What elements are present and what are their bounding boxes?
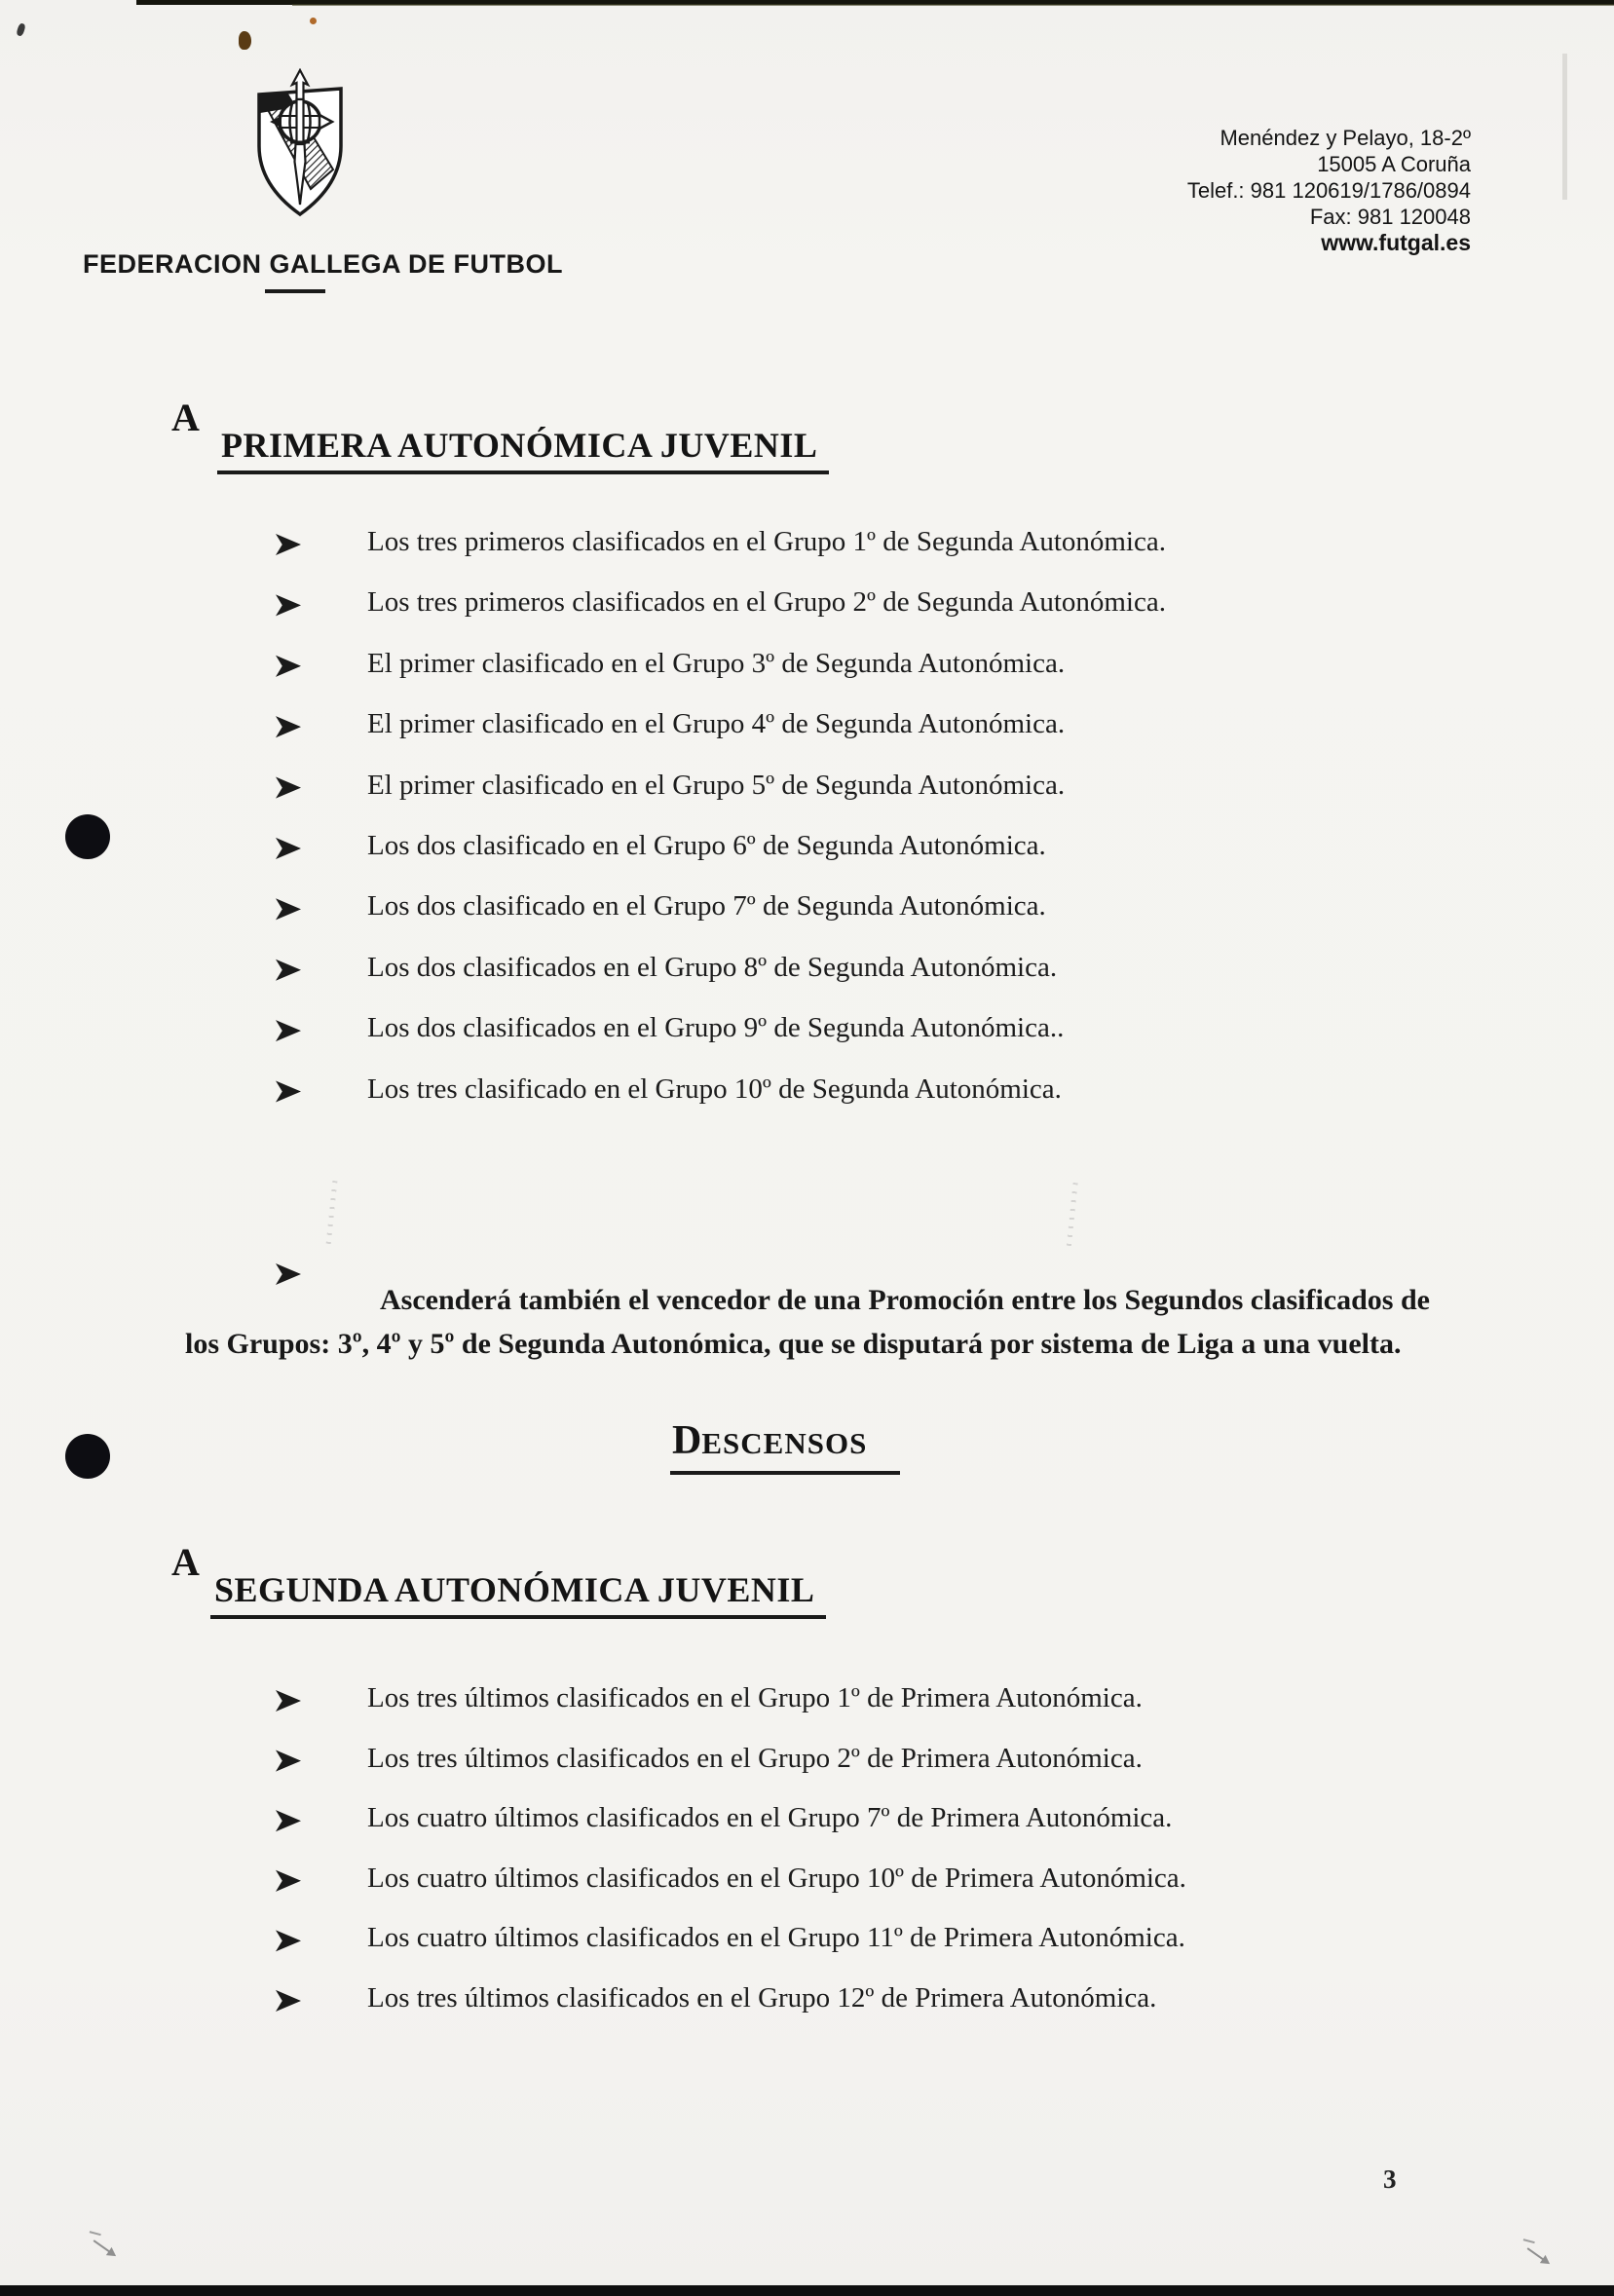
page-number: 3 xyxy=(1383,2164,1397,2194)
right-arrow-bullet-icon xyxy=(276,776,301,800)
list-item-text: Los dos clasificados en el Grupo 9º de Segunda Autonómica.. xyxy=(367,1012,1065,1044)
list-item-text: Los tres primeros clasificados en el Grupo 2º de Segunda Autonómica. xyxy=(367,586,1166,619)
list-item-text: El primer clasificado en el Grupo 4º de Segunda Autonómica. xyxy=(367,708,1066,740)
list-item-text: Los dos clasificado en el Grupo 6º de Segunda Autonómica. xyxy=(367,829,1046,861)
list-item-text: Los tres últimos clasificados en el Grupo 12º de Primera Autonómica. xyxy=(367,1981,1157,2014)
right-arrow-bullet-icon xyxy=(276,897,301,921)
right-arrow-bullet-icon xyxy=(276,1989,301,2013)
ink-speck xyxy=(310,18,317,24)
descensos-heading-rest: ESCENSOS xyxy=(701,1426,868,1460)
ink-speck xyxy=(239,31,251,50)
address-city: 15005 A Coruña xyxy=(1317,152,1471,176)
list-item xyxy=(276,1682,1406,1743)
list-item-text: Los cuatro últimos clasificados en el Grupo 11º de Primera Autonómica. xyxy=(367,1922,1185,1954)
right-arrow-bullet-icon xyxy=(276,655,301,678)
section-title-segunda-autonomica: SEGUNDA AUTONÓMICA JUVENIL xyxy=(210,1569,826,1619)
right-arrow-bullet-icon xyxy=(276,715,301,738)
promotion-note: Ascenderá también el vencedor de una Promoción entre los Segundos clasificados de los Grupos: 3º, 4º y 5º de Segunda Autonómica, que se disputará por sistema de Liga a una vuelta. xyxy=(185,1284,1430,1360)
list-item xyxy=(276,770,1406,830)
list-item-text: Los cuatro últimos clasificados en el Grupo 7º de Primera Autonómica. xyxy=(367,1802,1173,1834)
right-arrow-bullet-icon xyxy=(276,1689,301,1713)
descensos-heading xyxy=(670,1417,900,1475)
pencil-mark xyxy=(1527,2247,1548,2262)
list-item xyxy=(276,1802,1406,1863)
organization-name: FEDERACION GALLEGA DE FUTBOL xyxy=(83,249,563,279)
ink-speck xyxy=(16,22,26,37)
scan-top-edge-tint xyxy=(292,4,1614,6)
list-item-text: Los tres primeros clasificados en el Grupo 1º de Segunda Autonómica. xyxy=(367,526,1166,557)
list-item xyxy=(276,648,1406,708)
right-arrow-bullet-icon xyxy=(276,1019,301,1042)
address-phone: Telef.: 981 120619/1786/0894 xyxy=(1186,178,1471,203)
right-arrow-bullet-icon xyxy=(276,1809,301,1832)
right-arrow-bullet-icon xyxy=(276,593,301,617)
organization-underline xyxy=(265,289,325,293)
website-url: www.futgal.es xyxy=(1321,230,1471,255)
scan-bottom-edge xyxy=(0,2285,1614,2296)
list-item xyxy=(276,1012,1406,1073)
section-marker-a: A xyxy=(171,1540,200,1584)
scan-artifact xyxy=(1066,1183,1077,1251)
right-arrow-bullet-icon xyxy=(276,1869,301,1893)
right-arrow-bullet-icon xyxy=(276,1750,301,1773)
list-item xyxy=(276,708,1406,769)
section-title-primera-autonomica: PRIMERA AUTONÓMICA JUVENIL xyxy=(217,425,829,474)
list-item-text: El primer clasificado en el Grupo 3º de Segunda Autonómica. xyxy=(367,647,1066,679)
hole-punch-mark xyxy=(65,814,110,859)
scan-artifact xyxy=(326,1181,338,1245)
list-item-text: El primer clasificado en el Grupo 5º de Segunda Autonómica. xyxy=(367,769,1066,801)
list-item-text: Los dos clasificados en el Grupo 8º de Segunda Autonómica. xyxy=(367,951,1058,983)
letterhead-address xyxy=(1187,125,1471,256)
right-arrow-bullet-icon xyxy=(276,959,301,982)
list-item-text: Los dos clasificado en el Grupo 7º de Segunda Autonómica. xyxy=(367,890,1046,922)
descensos-list xyxy=(276,1682,1406,2043)
address-fax: Fax: 981 120048 xyxy=(1309,205,1471,229)
list-item xyxy=(276,1073,1406,1134)
federation-crest-shield-icon xyxy=(249,68,349,222)
descensos-heading-initial: D xyxy=(672,1418,702,1463)
list-item-text: Los tres últimos clasificados en el Grupo 1º de Primera Autonómica. xyxy=(367,1682,1143,1713)
list-item xyxy=(276,952,1406,1012)
list-item xyxy=(276,1922,1406,1982)
list-item xyxy=(276,830,1406,890)
list-item-text: Los tres últimos clasificados en el Grupo 2º de Primera Autonómica. xyxy=(367,1742,1143,1774)
list-item xyxy=(276,586,1406,647)
hole-punch-mark xyxy=(65,1434,110,1479)
list-item-text: Los cuatro últimos clasificados en el Grupo 10º de Primera Autonómica. xyxy=(367,1862,1186,1894)
list-item xyxy=(276,1982,1406,2043)
list-item xyxy=(276,526,1406,586)
right-arrow-bullet-icon xyxy=(276,533,301,556)
list-item-text: Los tres clasificado en el Grupo 10º de Segunda Autonómica. xyxy=(367,1073,1062,1105)
scan-streak xyxy=(1562,54,1567,200)
ascensos-list xyxy=(276,526,1406,1134)
list-item xyxy=(276,1863,1406,1923)
address-street: Menéndez y Pelayo, 18-2º xyxy=(1220,126,1471,150)
right-arrow-bullet-icon xyxy=(276,837,301,860)
section-marker-a: A xyxy=(171,395,200,439)
right-arrow-bullet-icon xyxy=(276,1080,301,1104)
list-item xyxy=(276,890,1406,951)
list-item xyxy=(276,1743,1406,1803)
pencil-mark xyxy=(94,2240,114,2254)
right-arrow-bullet-icon xyxy=(276,1929,301,1952)
